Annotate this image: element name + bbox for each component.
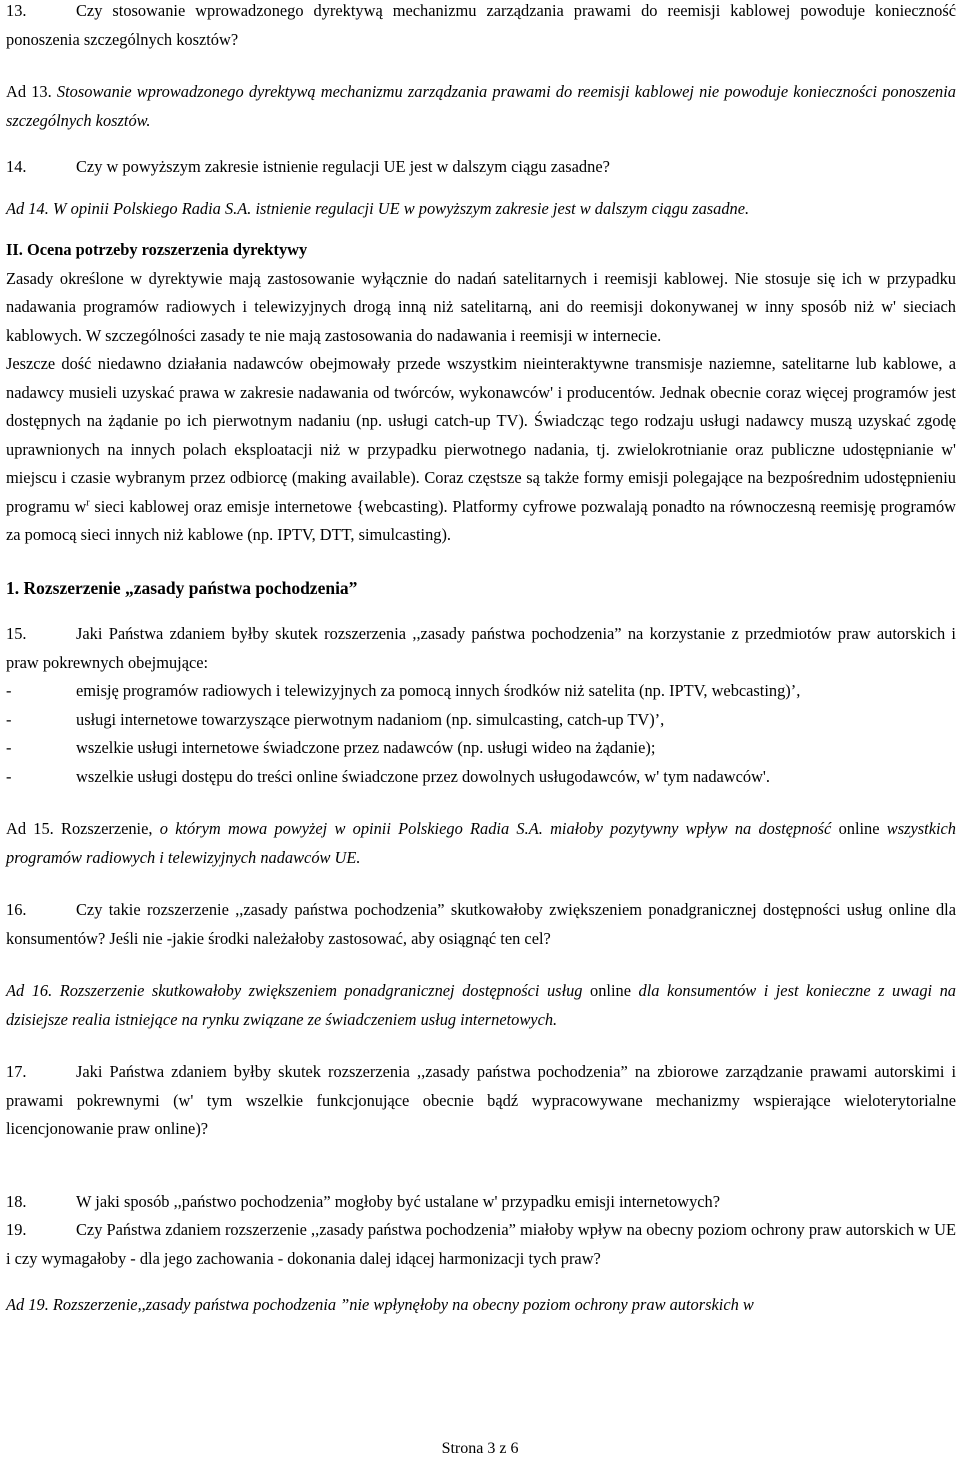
list-item: - wszelkie usługi internetowe świadczone przez nadawców (np. usługi wideo na żądanie);	[6, 734, 956, 763]
document-page	[6, 0, 956, 1320]
question-17	[6, 1058, 956, 1144]
section-title: II. Ocena potrzeby rozszerzenia dyrektywy	[6, 240, 308, 259]
question-text: Czy w powyższym zakresie istnienie regulacji UE jest w dalszym ciągu zasadne?	[76, 157, 610, 176]
subsection-heading: 1. Rozszerzenie „zasady państwa pochodzenia”	[6, 577, 358, 598]
list-dash: -	[6, 709, 12, 729]
answer-text: Stosowanie wprowadzonego dyrektywą mechanizmu zarządzania prawami do reemisji kablowej nie powoduje konieczności ponoszenia szczególnych kosztów.	[6, 82, 956, 130]
answer-prefix: Ad 13.	[6, 82, 52, 101]
list-item: - usługi internetowe towarzyszące pierwotnym nadaniom (np. simulcasting, catch-up TV)’,	[6, 706, 956, 735]
section-paragraph-1: Zasady określone w dyrektywie mają zastosowanie wyłącznie do nadań satelitarnych i reemisji kablowej. Nie stosuje się ich w przypadku nadawania programów radiowych i telewizyjnych drogą inną niż satelitarną, ani do reemisji dokonywanej w inny sposób niż w' sieciach kablowych. W szczególności zasady te nie mają zastosowania do nadawania i reemisji w internecie.	[6, 268, 956, 345]
answer-16: Ad 16. Rozszerzenie skutkowałoby zwiększeniem ponadgranicznej dostępności usług online dla konsumentów i jest konieczne z uwagi na dzisiejsze realia istniejące na rynku związane ze świadczeniem usług internetowych.	[6, 981, 956, 1029]
question-number: 17.	[6, 1062, 27, 1081]
question-text: Czy Państwa zdaniem rozszerzenie ,,zasady państwa pochodzenia” miałoby wpływ na obecny poziom ochrony praw autorskich w UE i czy wymagałoby - dla jego zachowania - dokonania dalej idącej harmonizacji tych praw?	[6, 1220, 956, 1268]
question-15	[6, 620, 956, 677]
list-dash: -	[6, 766, 12, 786]
page-footer: Strona 3 z 6	[441, 1440, 519, 1457]
list-item: - emisję programów radiowych i telewizyjnych za pomocą innych środków niż satelita (np. IPTV, webcasting)’,	[6, 677, 956, 706]
question-number: 15.	[6, 624, 27, 643]
list-item: - wszelkie usługi dostępu do treści online świadczone przez dowolnych usługodawców, w' tym nadawców'.	[6, 763, 956, 792]
question-number: 13.	[6, 1, 27, 20]
question-text: W jaki sposób ,,państwo pochodzenia” mogłoby być ustalane w' przypadku emisji internetowych?	[76, 1191, 721, 1211]
answer-15: Ad 15. Rozszerzenie, o którym mowa powyżej w opinii Polskiego Radia S.A. miałoby pozytywny wpływ na dostępność online wszystkich programów radiowych i telewizyjnych nadawców UE.	[6, 819, 956, 867]
question-number: 16.	[6, 900, 27, 919]
question-13	[6, 0, 956, 54]
answer-13	[6, 78, 956, 135]
question-text: Jaki Państwa zdaniem byłby skutek rozszerzenia ,,zasady państwa pochodzenia” na zbiorowe zarządzanie prawami autorskimi i prawami pokrewnymi (w' tym wszelkie funkcjonujące obecnie bądź wypracowywane mechanizmy wspierające wieloterytorialne licencjonowanie praw online)?	[6, 1062, 956, 1138]
superscript-mark: r	[86, 497, 90, 509]
answer-14: Ad 14. W opinii Polskiego Radia S.A. istnienie regulacji UE w powyższym zakresie jest w dalszym ciągu zasadne.	[6, 198, 750, 218]
list-dash: -	[6, 738, 12, 757]
question-number: 19.	[6, 1220, 27, 1239]
question-14	[6, 153, 956, 182]
question-number: 14.	[6, 157, 27, 176]
question-18	[6, 1188, 956, 1217]
section-paragraph-2: Jeszcze dość niedawno działania nadawców obejmowały przede wszystkim nieinteraktywne transmisje naziemne, satelitarne lub kablowe, a nadawcy musieli uzyskać prawa w zakresie nadawania od twórców, wykonawców' i producentów. Jednak obecnie coraz więcej programów jest dostępnych na żądanie po ich pierwotnym nadaniu (np. usługi catch-up TV). Świadcząc tego rodzaju usługi nadawcy muszą uzyskać zgodę uprawnionych na innych polach eksploatacji niż w przypadku pierwotnego nadania, tj. zwielokrotnianie oraz publiczne udostępnianie w' miejscu i czasie wybranym przez odbiorcę (making available). Coraz częstsze są także formy emisji polegające na bezpośrednim udostępnieniu programu $w^r$ sieci kablowej oraz emisje internetowe {webcasting). Platformy cyfrowe pozwalają ponadto na równoczesną reemisję programów za pomocą sieci innych niż kablowe (np. IPTV, DTT, simulcasting).	[6, 354, 957, 544]
question-16	[6, 896, 956, 953]
question-number: 18.	[6, 1191, 27, 1211]
question-text: Czy takie rozszerzenie ,,zasady państwa pochodzenia” skutkowałoby zwiększeniem ponadgranicznej dostępności usług online dla konsumentów? Jeśli nie -jakie środki należałoby zastosować, aby osiągnąć ten cel?	[6, 900, 956, 948]
list-dash: -	[6, 681, 12, 700]
answer-19: Ad 19. Rozszerzenie,,zasady państwa pochodzenia ”nie wpłynęłoby na obecny poziom ochrony praw autorskich w	[6, 1295, 754, 1314]
question-text: Jaki Państwa zdaniem byłby skutek rozszerzenia ,,zasady państwa pochodzenia” na korzystanie z przedmiotów praw autorskich i praw pokrewnych obejmujące:	[6, 624, 956, 672]
question-text: Czy stosowanie wprowadzonego dyrektywą mechanizmu zarządzania prawami do reemisji kablowej powoduje konieczność ponoszenia szczególnych kosztów?	[6, 1, 956, 49]
question-19	[6, 1216, 956, 1273]
